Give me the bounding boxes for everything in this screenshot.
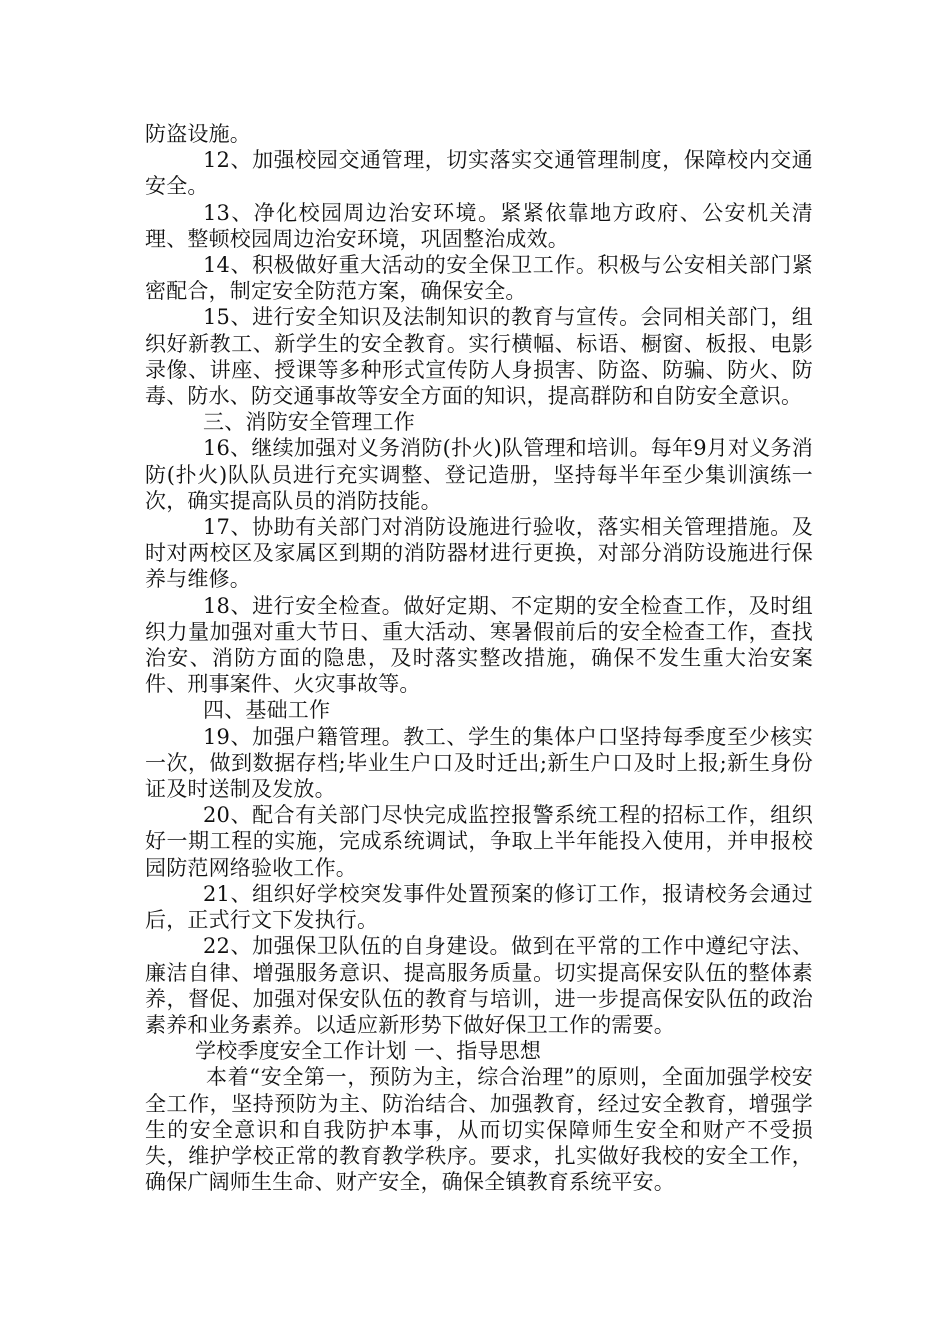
section-heading-fire-safety: 三、消防安全管理工作: [203, 410, 415, 435]
paragraph-guiding-ideology: 本着“安全第一，预防为主，综合治理”的原则，全面加强学校安全工作，坚持预防为主、防治结合、加强教育，经过安全教育，增强学生的安全意识和自我防护本事，从而切实保障师生安全和财产不受损失，维护学校正常的教育教学秩序。要求，扎实做好我校的安全工作，确保广阔师生生命、财产安全，确保全镇教育系统平安。: [145, 1065, 813, 1195]
paragraph-item-13: 13、净化校园周边治安环境。紧紧依靠地方政府、公安机关清理、整顿校园周边治安环境，巩固整治成效。: [145, 200, 813, 251]
section-heading-guiding-ideology: 学校季度安全工作计划 一、指导思想: [195, 1039, 542, 1064]
paragraph-continuation: 防盗设施。: [145, 122, 251, 146]
paragraph-item-19: 19、加强户籍管理。教工、学生的集体户口坚持每季度至少核实一次，做到数据存档;毕业生户口及时迁出;新生户口及时上报;新生身份证及时送制及发放。: [145, 724, 813, 802]
paragraph-item-21: 21、组织好学校突发事件处置预案的修订工作，报请校务会通过后，正式行文下发执行。: [145, 881, 813, 933]
paragraph-item-20: 20、配合有关部门尽快完成监控报警系统工程的招标工作，组织好一期工程的实施，完成系统调试，争取上半年能投入使用，并申报校园防范网络验收工作。: [145, 803, 813, 880]
paragraph-item-14: 14、积极做好重大活动的安全保卫工作。积极与公安相关部门紧密配合，制定安全防范方案，确保安全。: [145, 253, 813, 304]
paragraph-item-15: 15、进行安全知识及法制知识的教育与宣传。会同相关部门，组织好新教工、新学生的安全教育。实行横幅、标语、橱窗、板报、电影录像、讲座、授课等多种形式宣传防人身损害、防盗、防骗、防火、防毒、防水、防交通事故等安全方面的知识，提高群防和自防安全意识。: [145, 305, 813, 409]
paragraph-item-22: 22、加强保卫队伍的自身建设。做到在平常的工作中遵纪守法、廉洁自律、增强服务意识、提高服务质量。切实提高保安队伍的整体素养，督促、加强对保安队伍的教育与培训，进一步提高保安队伍的政治素养和业务素养。以适应新形势下做好保卫工作的需要。: [145, 934, 813, 1037]
document-body: [145, 121, 813, 1195]
paragraph-item-17: 17、协助有关部门对消防设施进行验收，落实相关管理措施。及时对两校区及家属区到期的消防器材进行更换，对部分消防设施进行保养与维修。: [145, 515, 813, 592]
paragraph-item-16: 16、继续加强对义务消防(扑火)队管理和培训。每年9月对义务消防(扑火)队队员进行充实调整、登记造册，坚持每半年至少集训演练一次，确实提高队员的消防技能。: [145, 436, 813, 513]
paragraph-item-18: 18、进行安全检查。做好定期、不定期的安全检查工作，及时组织力量加强对重大节日、重大活动、寒暑假前后的安全检查工作，查找治安、消防方面的隐患，及时落实整改措施，确保不发生重大治安案件、刑事案件、火灾事故等。: [145, 593, 813, 697]
paragraph-item-12: 12、加强校园交通管理，切实落实交通管理制度，保障校内交通安全。: [145, 148, 813, 199]
section-heading-basic-work: 四、基础工作: [203, 698, 331, 723]
